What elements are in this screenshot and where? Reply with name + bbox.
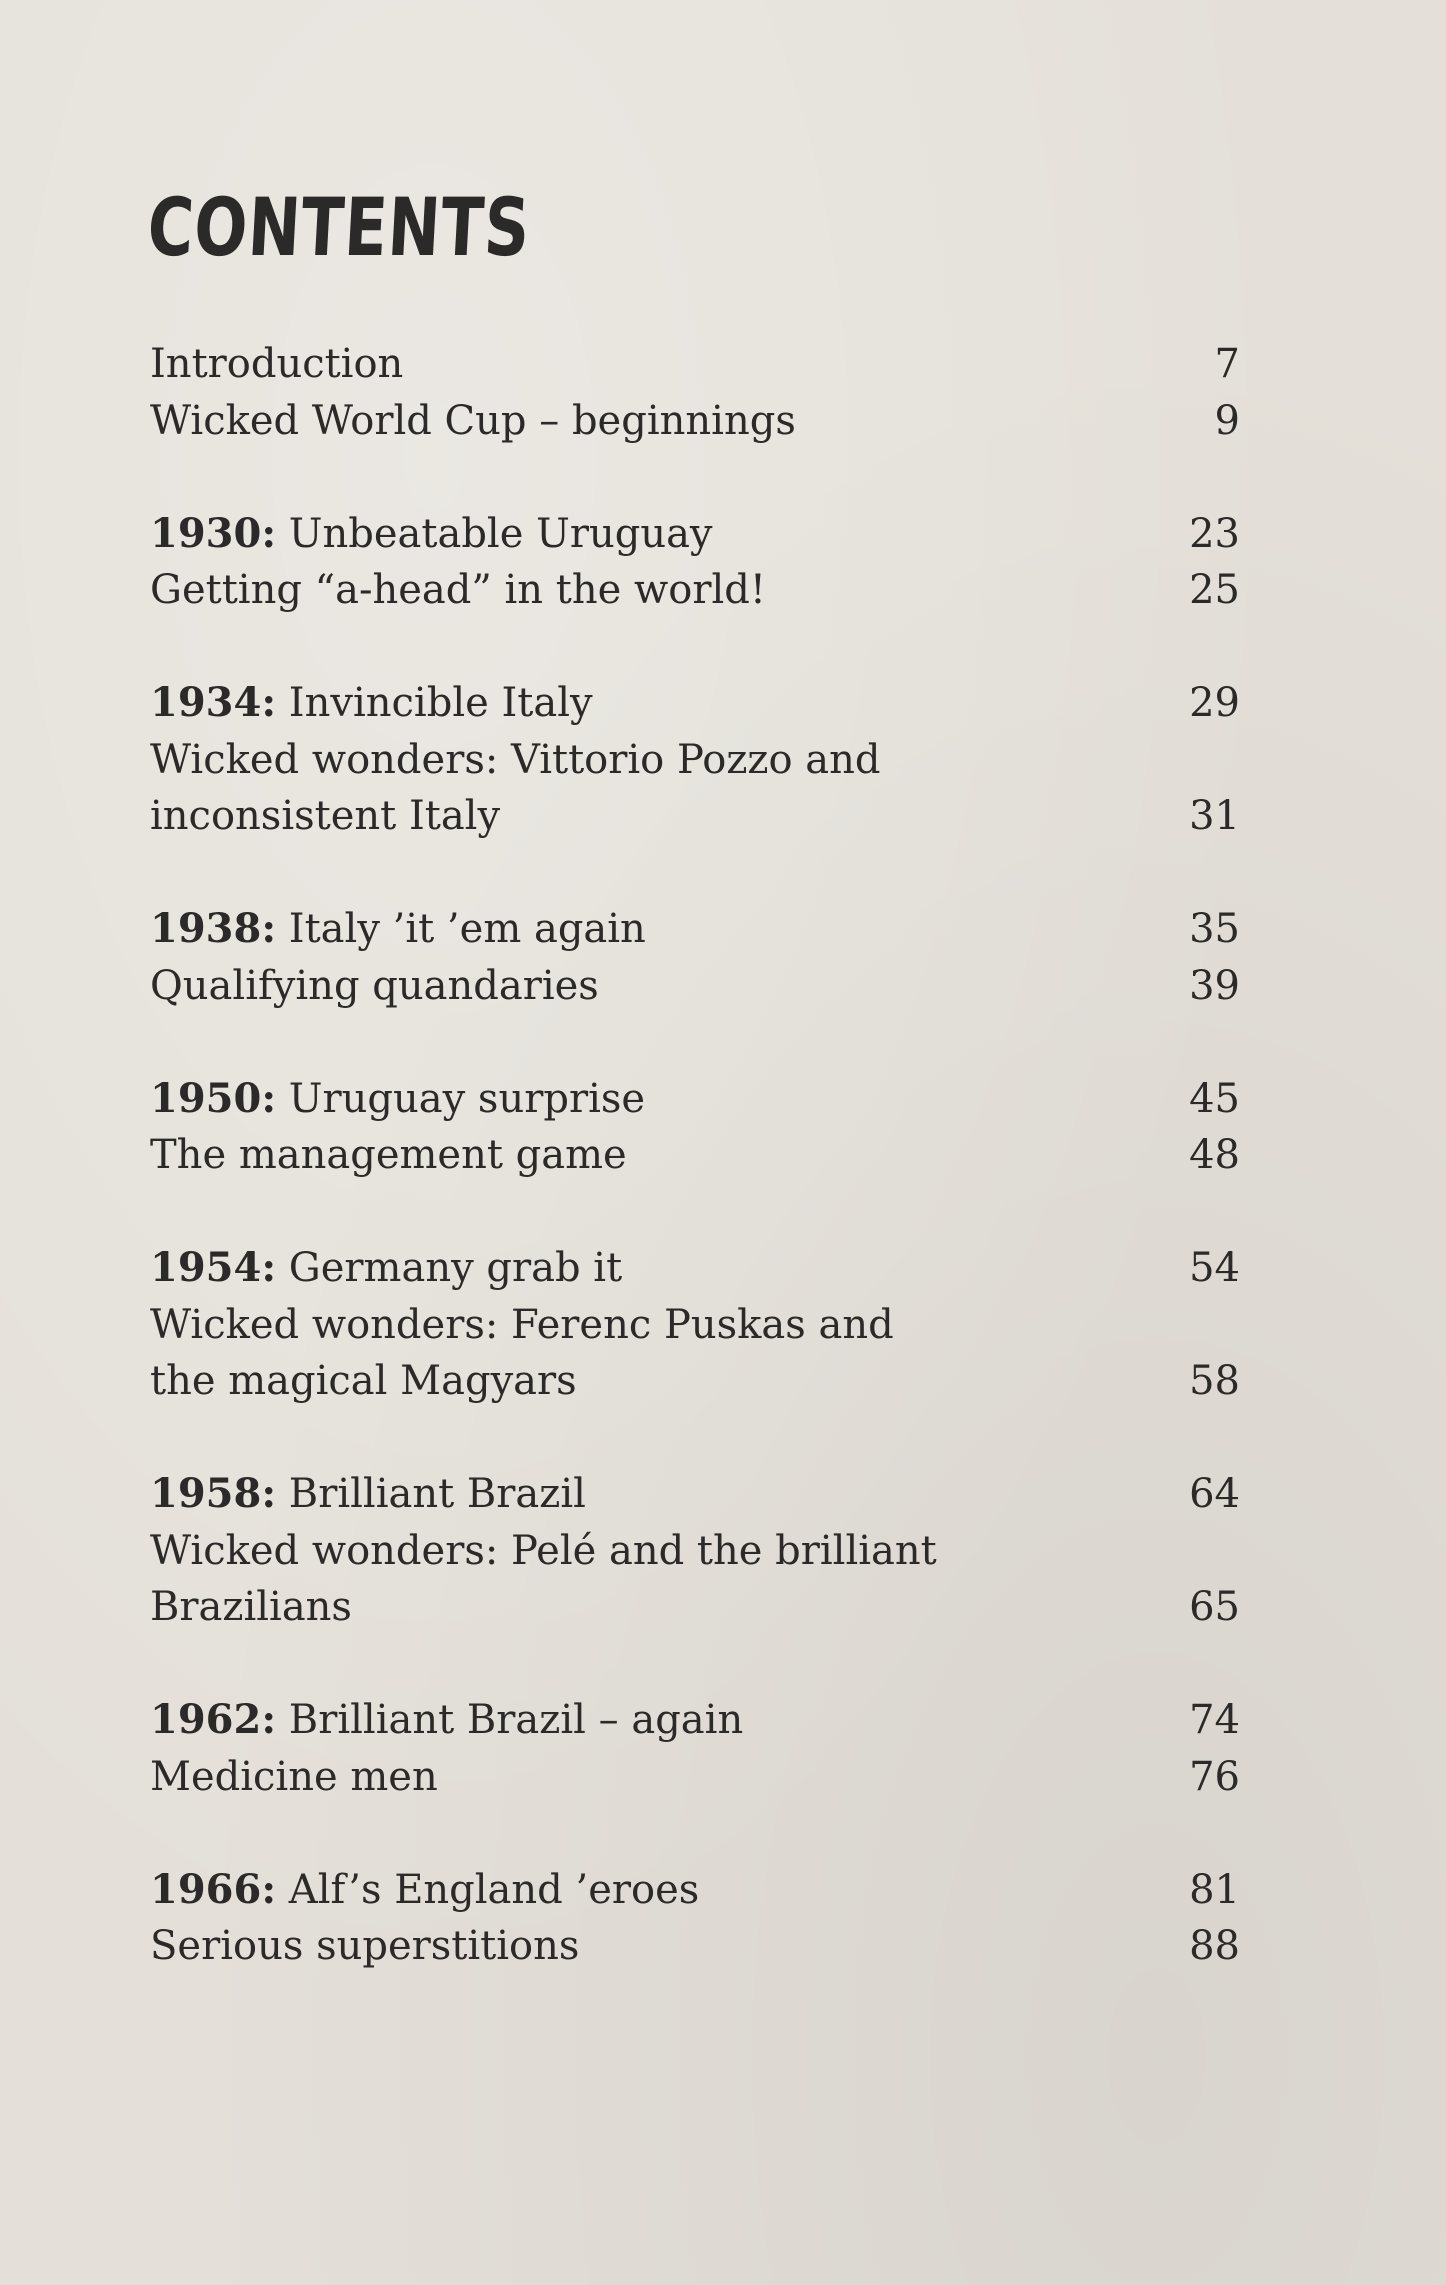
toc-entry-text: The management game (150, 1132, 627, 1178)
toc-entry-page-number: 58 (1189, 1358, 1240, 1404)
toc-entry-text: Uruguay surprise (276, 1075, 646, 1122)
toc-section (150, 336, 1240, 449)
toc-entry-text: Brazilians (150, 1584, 352, 1630)
toc-section (150, 1862, 1240, 1975)
toc-entry (150, 506, 1240, 563)
toc-entry-year: 1966: (150, 1865, 277, 1913)
toc-section (150, 506, 1240, 619)
toc-section (150, 1071, 1240, 1184)
toc-entry-text: Wicked World Cup – beginnings (150, 397, 796, 444)
toc-entry (150, 1918, 1240, 1975)
toc-entry-page-number: 81 (1189, 1866, 1240, 1913)
toc-entry-title (150, 675, 593, 732)
toc-entry-title (150, 1297, 894, 1354)
toc-entry-page-number: 48 (1189, 1132, 1240, 1178)
toc-entry-year: 1954: (150, 1244, 277, 1291)
toc-entry-text: Alf’s England ’eroes (276, 1866, 700, 1913)
toc-entry-year: 1934: (150, 679, 277, 726)
toc-entry-page-number: 29 (1189, 680, 1240, 726)
toc-entry (150, 562, 1240, 619)
toc-entry (150, 1466, 1240, 1523)
toc-section (150, 675, 1240, 845)
toc-entry-text: Medicine men (150, 1753, 438, 1800)
table-of-contents (150, 336, 1240, 1975)
toc-entry (150, 1862, 1240, 1919)
section-spacer (150, 1805, 1240, 1862)
toc-entry (150, 958, 1240, 1015)
toc-entry (150, 1353, 1240, 1410)
toc-entry-title (150, 1523, 937, 1580)
toc-entry-page-number: 23 (1189, 510, 1240, 557)
toc-entry (150, 1692, 1240, 1749)
toc-entry (150, 1127, 1240, 1184)
toc-entry-title (150, 393, 796, 450)
toc-entry-title (150, 788, 500, 845)
toc-entry-text: Germany grab it (276, 1245, 623, 1291)
toc-entry-text: Qualifying quandaries (150, 962, 599, 1009)
toc-entry-page-number: 88 (1189, 1923, 1240, 1969)
toc-entry (150, 1523, 1240, 1580)
toc-entry-title (150, 1579, 352, 1636)
toc-entry (150, 1240, 1240, 1297)
toc-entry-title (150, 1692, 743, 1749)
toc-entry-text: Brilliant Brazil (276, 1471, 586, 1517)
toc-entry (150, 1071, 1240, 1128)
toc-entry (150, 1297, 1240, 1354)
toc-entry-text: Introduction (150, 341, 404, 387)
toc-entry-text: Unbeatable Uruguay (276, 510, 713, 557)
toc-entry-page-number: 25 (1189, 567, 1240, 613)
section-spacer (150, 1014, 1240, 1071)
section-spacer (150, 1410, 1240, 1467)
toc-entry-page-number: 39 (1189, 962, 1240, 1009)
toc-entry-title (150, 1353, 577, 1410)
toc-entry-page-number: 9 (1214, 397, 1240, 444)
toc-entry-title (150, 1862, 699, 1919)
toc-entry-year: 1958: (150, 1470, 277, 1517)
toc-entry (150, 336, 1240, 393)
toc-entry-text: Serious superstitions (150, 1923, 580, 1969)
section-spacer (150, 449, 1240, 506)
toc-entry-page-number: 74 (1189, 1697, 1240, 1743)
toc-entry-title (150, 1918, 579, 1975)
toc-entry-page-number: 35 (1189, 906, 1240, 952)
toc-section (150, 1240, 1240, 1410)
toc-entry-title (150, 958, 599, 1015)
toc-entry-title (150, 562, 766, 619)
toc-entry-title (150, 732, 881, 789)
toc-section (150, 1466, 1240, 1636)
toc-entry-page-number: 45 (1189, 1075, 1240, 1122)
toc-entry-title (150, 1127, 627, 1184)
toc-entry-text: Wicked wonders: Ferenc Puskas and (150, 1301, 894, 1348)
toc-entry (150, 1579, 1240, 1636)
toc-entry-title (150, 1071, 645, 1128)
toc-entry (150, 1749, 1240, 1806)
toc-entry (150, 788, 1240, 845)
toc-entry (150, 901, 1240, 958)
toc-entry-text: Brilliant Brazil – again (276, 1697, 744, 1743)
section-spacer (150, 1184, 1240, 1241)
toc-entry-text: Getting “a-head” in the world! (150, 567, 766, 613)
toc-section (150, 1692, 1240, 1805)
toc-entry (150, 393, 1240, 450)
toc-entry-year: 1962: (150, 1696, 277, 1743)
toc-entry-page-number: 7 (1214, 341, 1240, 387)
toc-entry-text: Invincible Italy (276, 680, 593, 726)
toc-entry (150, 675, 1240, 732)
toc-entry-year: 1930: (150, 509, 277, 557)
toc-entry-text: Wicked wonders: Pelé and the brilliant (150, 1527, 937, 1574)
toc-entry-page-number: 65 (1189, 1584, 1240, 1630)
toc-entry-page-number: 31 (1189, 793, 1240, 839)
toc-entry-title (150, 1466, 586, 1523)
section-spacer (150, 619, 1240, 676)
section-spacer (150, 845, 1240, 902)
toc-entry-text: Wicked wonders: Vittorio Pozzo and (150, 736, 881, 783)
toc-entry-title (150, 336, 403, 393)
toc-section (150, 901, 1240, 1014)
toc-entry-page-number: 64 (1189, 1471, 1240, 1517)
toc-entry-page-number: 54 (1189, 1245, 1240, 1291)
toc-entry-title (150, 506, 713, 563)
toc-entry-text: Italy ’it ’em again (276, 906, 646, 952)
toc-entry-title (150, 1749, 438, 1806)
toc-entry-title (150, 1240, 622, 1297)
toc-entry (150, 732, 1240, 789)
toc-entry-year: 1950: (150, 1074, 277, 1122)
toc-entry-year: 1938: (150, 905, 277, 952)
toc-entry-text: inconsistent Italy (150, 793, 501, 839)
toc-entry-title (150, 901, 646, 958)
toc-entry-page-number: 76 (1189, 1753, 1240, 1800)
contents-heading: CONTENTS (145, 181, 533, 274)
section-spacer (150, 1636, 1240, 1693)
toc-entry-text: the magical Magyars (150, 1358, 577, 1404)
